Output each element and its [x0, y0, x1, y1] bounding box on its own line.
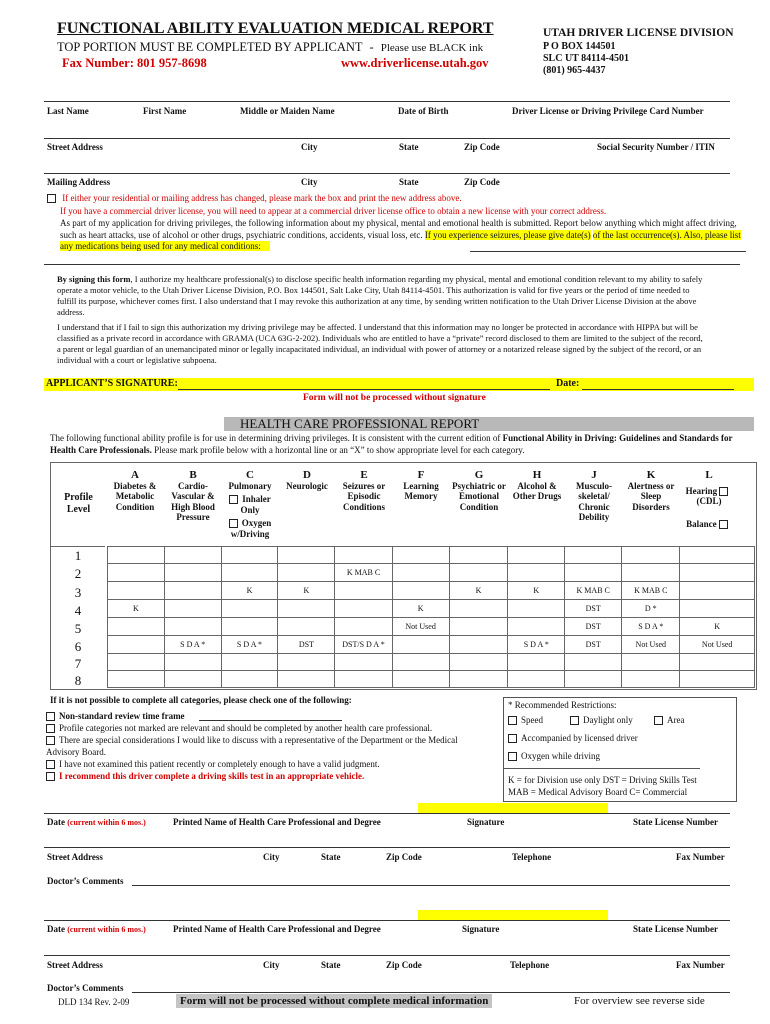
- profile-grid: [107, 546, 755, 688]
- profile-cell[interactable]: [565, 654, 622, 671]
- prof1-printed-name-label: Printed Name of Health Care Professional and Degree: [173, 817, 381, 827]
- profile-cell[interactable]: [108, 671, 165, 688]
- profile-cell[interactable]: [392, 654, 449, 671]
- profile-cell[interactable]: DST: [565, 618, 622, 636]
- option-nonstandard-checkbox[interactable]: [46, 712, 55, 721]
- profile-cell[interactable]: [392, 547, 449, 564]
- prof2-state-label: State: [321, 960, 341, 970]
- profile-cell[interactable]: [680, 671, 755, 688]
- profile-row: [108, 618, 755, 636]
- profile-cell[interactable]: [278, 547, 335, 564]
- profile-row: [108, 636, 755, 654]
- profile-cell[interactable]: Not Used: [680, 636, 755, 654]
- profile-cell[interactable]: [622, 547, 680, 564]
- column-g-header: G Psychiatric or Emotional Condition: [452, 469, 506, 512]
- restriction-daylight-label: Daylight only: [583, 715, 633, 725]
- label-license-number: Driver License or Driving Privilege Card Number: [512, 106, 704, 116]
- profile-cell[interactable]: K: [449, 582, 508, 600]
- option-driving-test: I recommend this driver complete a driving skills test in an appropriate vehicle.: [46, 771, 364, 781]
- oxygen-label: Oxygen w/Driving: [230, 518, 272, 539]
- agency-city: SLC UT 84114-4501: [543, 53, 629, 64]
- restriction-daylight-checkbox[interactable]: [570, 716, 579, 725]
- profile-row: [108, 671, 755, 688]
- label-date-of-birth: Date of Birth: [398, 106, 449, 116]
- label-last-name: Last Name: [47, 106, 89, 116]
- profile-cell[interactable]: [221, 671, 278, 688]
- profile-cell[interactable]: [164, 654, 221, 671]
- prof2-telephone-label: Telephone: [510, 960, 550, 970]
- not-possible-label: If it is not possible to complete all categories, please check one of the following:: [50, 695, 352, 705]
- level-3: 3: [74, 585, 82, 600]
- label-city: City: [301, 142, 318, 152]
- profile-cell[interactable]: [508, 600, 565, 618]
- profile-row: [108, 654, 755, 671]
- column-k-header: K Alertness or Sleep Disorders: [627, 469, 675, 512]
- profile-cell[interactable]: DST: [565, 600, 622, 618]
- profile-cell[interactable]: [164, 671, 221, 688]
- prof2-license-label: State License Number: [633, 924, 718, 934]
- level-6: 6: [74, 639, 82, 654]
- profile-cell[interactable]: [335, 582, 392, 600]
- prof2-printed-name-label: Printed Name of Health Care Professional and Degree: [173, 924, 381, 934]
- balance-checkbox[interactable]: [719, 520, 728, 529]
- level-1: 1: [74, 548, 82, 563]
- address-change-row: [47, 193, 462, 203]
- balance-label: Balance: [686, 518, 717, 529]
- column-l-header: L Hearing (CDL) Balance: [681, 470, 737, 529]
- agency-box: P O BOX 144501: [543, 41, 616, 52]
- prof2-date-label: Date (current within 6 mos.): [47, 924, 146, 934]
- profile-cell[interactable]: K: [392, 600, 449, 618]
- prof2-comments-field[interactable]: [132, 992, 730, 993]
- prof1-state-label: State: [321, 852, 341, 862]
- label-middle-name: Middle or Maiden Name: [240, 106, 335, 116]
- profile-cell[interactable]: [508, 547, 565, 564]
- prof1-comments-field[interactable]: [132, 885, 730, 886]
- option-nonstandard: Non-standard review time frame: [46, 711, 185, 721]
- form-title: FUNCTIONAL ABILITY EVALUATION MEDICAL REPORT: [57, 20, 494, 37]
- level-2: 2: [74, 566, 82, 581]
- oxygen-checkbox[interactable]: [229, 519, 238, 528]
- commercial-notice: If you have a commercial driver license, you will need to appear at a commercial driver license office to obtain a new license with your correct address.: [60, 206, 607, 216]
- profile-cell[interactable]: [392, 636, 449, 654]
- label-state: State: [399, 142, 419, 152]
- hcp-intro-c: Please mark profile below with a horizontal line or an “X” to show appropriate level for each category.: [151, 444, 525, 455]
- label-street-address: Street Address: [47, 142, 103, 152]
- profile-cell[interactable]: [622, 671, 680, 688]
- cdl-label: (CDL): [696, 496, 722, 506]
- legend-line-2: MAB = Medical Advisory Board C= Commercial: [508, 787, 688, 797]
- profile-cell[interactable]: [164, 618, 221, 636]
- applicant-date-field[interactable]: [582, 389, 734, 390]
- hcp-intro: [50, 433, 755, 456]
- profile-cell[interactable]: [221, 618, 278, 636]
- profile-cell[interactable]: [680, 600, 755, 618]
- profile-cell[interactable]: DST: [278, 636, 335, 654]
- profile-cell[interactable]: S D A *: [164, 636, 221, 654]
- profile-cell[interactable]: D *: [622, 600, 680, 618]
- profile-cell[interactable]: K: [278, 582, 335, 600]
- profile-cell[interactable]: [565, 564, 622, 582]
- column-b-header: B Cardio-Vascular & High Blood Pressure: [171, 469, 215, 522]
- profile-cell[interactable]: [449, 671, 508, 688]
- profile-cell[interactable]: [335, 547, 392, 564]
- footer-notice: Form will not be processed without complete medical information: [176, 994, 492, 1008]
- profile-cell[interactable]: [508, 654, 565, 671]
- fax-number: Fax Number: 801 957-8698: [62, 56, 207, 70]
- column-e-header: E Seizures or Episodic Conditions: [342, 469, 386, 512]
- profile-cell[interactable]: [680, 564, 755, 582]
- profile-cell[interactable]: [335, 600, 392, 618]
- profile-cell[interactable]: [565, 671, 622, 688]
- subtitle-dash: -: [369, 40, 374, 54]
- inhaler-checkbox[interactable]: [229, 495, 238, 504]
- hcp-intro-b: Functional Ability in Driving: Guidelines and Standards for Health Care Professionals.: [50, 433, 733, 455]
- restriction-accompanied-label: Accompanied by licensed driver: [521, 733, 638, 743]
- option-profile-categories-checkbox[interactable]: [46, 724, 55, 733]
- website-link[interactable]: www.driverlicense.utah.gov: [341, 56, 489, 70]
- applicant-signature-label: APPLICANT’S SIGNATURE:: [46, 378, 178, 389]
- profile-cell[interactable]: [449, 654, 508, 671]
- profile-cell[interactable]: [680, 582, 755, 600]
- address-change-text: If either your residential or mailing address has changed, please mark the box and print the new address above.: [62, 193, 462, 203]
- hcp-intro-a: The following functional ability profile is for use in determining driving privileges. It is consistent with the current edition of: [50, 433, 503, 443]
- prof1-city-label: City: [263, 852, 280, 862]
- profile-cell[interactable]: [164, 600, 221, 618]
- profile-cell[interactable]: [680, 547, 755, 564]
- restrictions-box: [503, 697, 737, 802]
- restriction-oxygen-checkbox[interactable]: [508, 752, 517, 761]
- profile-level-label: Profile Level: [64, 492, 93, 515]
- label-mailing-zip: Zip Code: [464, 177, 500, 187]
- prof2-signature-label: Signature: [462, 924, 500, 934]
- prof1-street-label: Street Address: [47, 852, 103, 862]
- restrictions-title: * Recommended Restrictions:: [508, 700, 617, 710]
- profile-row: [108, 600, 755, 618]
- profile-row: [108, 547, 755, 564]
- prof1-license-label: State License Number: [633, 817, 718, 827]
- profile-cell[interactable]: [449, 618, 508, 636]
- label-zip: Zip Code: [464, 142, 500, 152]
- restriction-speed-label: Speed: [521, 715, 543, 725]
- profile-cell[interactable]: [221, 600, 278, 618]
- label-mailing-city: City: [301, 177, 318, 187]
- prof1-comments-label: Doctor’s Comments: [47, 876, 124, 886]
- profile-cell[interactable]: [508, 564, 565, 582]
- hcp-title: HEALTH CARE PROFESSIONAL REPORT: [240, 416, 480, 431]
- prof2-street-label: Street Address: [47, 960, 103, 970]
- profile-cell[interactable]: [108, 547, 165, 564]
- profile-cell[interactable]: [622, 654, 680, 671]
- profile-cell[interactable]: [278, 671, 335, 688]
- profile-cell[interactable]: [335, 671, 392, 688]
- restriction-accompanied-checkbox[interactable]: [508, 734, 517, 743]
- profile-cell[interactable]: [622, 564, 680, 582]
- label-ssn: Social Security Number / ITIN: [597, 142, 715, 152]
- signature-required-note: Form will not be processed without signature: [303, 393, 486, 403]
- profile-cell[interactable]: [449, 564, 508, 582]
- profile-cell[interactable]: K: [680, 618, 755, 636]
- applicant-signature-field[interactable]: [178, 389, 550, 390]
- level-5: 5: [74, 621, 82, 636]
- profile-cell[interactable]: S D A *: [622, 618, 680, 636]
- profile-cell[interactable]: [278, 618, 335, 636]
- profile-cell[interactable]: [449, 600, 508, 618]
- label-first-name: First Name: [143, 106, 187, 116]
- restriction-speed-checkbox[interactable]: [508, 716, 517, 725]
- level-4: 4: [74, 603, 82, 618]
- profile-cell[interactable]: [108, 564, 165, 582]
- profile-cell[interactable]: Not Used: [392, 618, 449, 636]
- profile-cell[interactable]: S D A *: [508, 636, 565, 654]
- prof1-telephone-label: Telephone: [512, 852, 552, 862]
- column-d-header: D Neurologic: [286, 469, 328, 491]
- signing-text: , I authorize my healthcare professional(s) to disclose specific health information regarding my physical, mental and emotional condition relevant to my ability to safely operate a motor vehicle, to the Utah Driver License Division, P.O. Box 144501, Salt Lake City, Utah 84114-4501. This authorization is valid for five years or the period of time needed to fulfill its purpose, whichever comes first. I also understand that I may revoke this authorization at any time, by sending written notification to the Utah Driver License Division at the above address.: [57, 274, 703, 317]
- prof2-fax-label: Fax Number: [676, 960, 725, 970]
- profile-cell[interactable]: [164, 582, 221, 600]
- subtitle-main: TOP PORTION MUST BE COMPLETED BY APPLICANT: [57, 40, 363, 54]
- agency-phone: (801) 965-4437: [543, 65, 606, 76]
- profile-cell[interactable]: [392, 582, 449, 600]
- subtitle-ink: Please use BLACK ink: [380, 42, 484, 54]
- profile-cell[interactable]: [108, 654, 165, 671]
- profile-cell[interactable]: [221, 654, 278, 671]
- column-a-header: A Diabetes & Metabolic Condition: [113, 469, 157, 512]
- profile-cell[interactable]: [335, 654, 392, 671]
- prof1-signature-label: Signature: [467, 817, 505, 827]
- hearing-checkbox[interactable]: [719, 487, 728, 496]
- option-profile-categories: Profile categories not marked are relevant and should be completed by another health care professional.: [46, 723, 432, 733]
- label-mailing-state: State: [399, 177, 419, 187]
- column-h-header: H Alcohol & Other Drugs: [512, 469, 562, 501]
- seizure-instruction-a: If you experience seizures, please give date(s): [424, 229, 591, 240]
- footer-overview: For overview see reverse side: [574, 995, 705, 1007]
- option-special-checkbox[interactable]: [46, 736, 55, 745]
- profile-cell[interactable]: [449, 547, 508, 564]
- option-driving-test-checkbox[interactable]: [46, 772, 55, 781]
- profile-cell[interactable]: [449, 636, 508, 654]
- column-c-header: C Pulmonary Inhaler Only Oxygen w/Driving: [228, 469, 272, 539]
- prof1-date-label: Date (current within 6 mos.): [47, 817, 146, 827]
- legend-line-1: K = for Division use only DST = Driving Skills Test: [508, 775, 697, 785]
- profile-cell[interactable]: [108, 636, 165, 654]
- profile-cell[interactable]: [508, 618, 565, 636]
- profile-cell[interactable]: [508, 671, 565, 688]
- profile-cell[interactable]: K: [108, 600, 165, 618]
- profile-cell[interactable]: [164, 564, 221, 582]
- profile-cell[interactable]: K MAB C: [565, 582, 622, 600]
- profile-cell[interactable]: [278, 654, 335, 671]
- signing-bold: By signing this form: [57, 274, 131, 284]
- prof2-comments-label: Doctor’s Comments: [47, 983, 124, 993]
- form-subtitle: [57, 40, 483, 55]
- profile-cell[interactable]: [164, 547, 221, 564]
- profile-cell[interactable]: DST/S D A *: [335, 636, 392, 654]
- column-j-header: J Musculo-skeletal/ Chronic Debility: [576, 469, 612, 522]
- option-special-considerations: There are special considerations I would like to discuss with a representative of the Department or the Medical Advisory Board.: [46, 735, 458, 757]
- prof1-zip-label: Zip Code: [386, 852, 422, 862]
- health-statement-text: As part of my application for driving privileges, the following information about my physical, mental and emotional health is submitted. Report below anything which might affect driving, such as heart attacks, use of alcohol or other drugs, psychiatric conditions, accidents, visual loss, etc.: [60, 218, 737, 240]
- option-not-examined-checkbox[interactable]: [46, 760, 55, 769]
- applicant-date-label: Date:: [556, 378, 580, 389]
- restriction-area-checkbox[interactable]: [654, 716, 663, 725]
- profile-cell[interactable]: [278, 600, 335, 618]
- profile-cell[interactable]: [221, 547, 278, 564]
- profile-cell[interactable]: [680, 654, 755, 671]
- prof2-zip-label: Zip Code: [386, 960, 422, 970]
- prof2-city-label: City: [263, 960, 280, 970]
- level-8: 8: [74, 673, 82, 688]
- restriction-oxygen-label: Oxygen while driving: [521, 751, 600, 761]
- label-mailing-address: Mailing Address: [47, 177, 111, 187]
- column-f-header: F Learning Memory: [403, 469, 439, 501]
- level-7: 7: [74, 656, 82, 671]
- profile-cell[interactable]: S D A *: [221, 636, 278, 654]
- inhaler-label: Inhaler Only: [240, 494, 271, 515]
- profile-cell[interactable]: [108, 618, 165, 636]
- option-not-examined: I have not examined this patient recently or completely enough to have a valid judgment.: [46, 759, 380, 769]
- profile-cell[interactable]: [565, 547, 622, 564]
- health-statement: [60, 218, 750, 253]
- profile-cell[interactable]: [108, 582, 165, 600]
- restriction-area-label: Area: [667, 715, 685, 725]
- hearing-label: Hearing: [685, 485, 718, 496]
- form-id: DLD 134 Rev. 2-09: [58, 997, 130, 1007]
- agency-name: UTAH DRIVER LICENSE DIVISION: [543, 27, 734, 39]
- profile-cell[interactable]: [392, 564, 449, 582]
- profile-cell[interactable]: DST: [565, 636, 622, 654]
- profile-cell[interactable]: K MAB C: [622, 582, 680, 600]
- profile-cell[interactable]: [278, 564, 335, 582]
- authorization-text: [57, 274, 707, 318]
- profile-cell[interactable]: Not Used: [622, 636, 680, 654]
- profile-cell[interactable]: K: [221, 582, 278, 600]
- profile-cell[interactable]: [335, 618, 392, 636]
- profile-cell[interactable]: K: [508, 582, 565, 600]
- understand-text: I understand that if I fail to sign this authorization my driving privilege may be affected. I understand that this information may no longer be protected in accordance with HIPPA but will be classified as a private record in accordance with GRAMA (UCA 63G-2-202). Individuals who are entitled to have a “private” record disclosed to them are limited to the subject of the record, a parent or legal guardian of an unemancipated minor or legally incapacitated individual, an individual with power of attorney or a notarized release signed by the subject of the record, or an individual with a court or legislative subpoena.: [57, 322, 703, 365]
- profile-row: [108, 582, 755, 600]
- profile-row: [108, 564, 755, 582]
- address-change-checkbox[interactable]: [47, 194, 56, 203]
- profile-cell[interactable]: [221, 564, 278, 582]
- profile-cell[interactable]: K MAB C: [335, 564, 392, 582]
- profile-cell[interactable]: [392, 671, 449, 688]
- seizure-instruction-b: of the last occurrence(s). Also, please list any medications being used for any medical conditions:: [60, 229, 741, 251]
- prof1-fax-label: Fax Number: [676, 852, 725, 862]
